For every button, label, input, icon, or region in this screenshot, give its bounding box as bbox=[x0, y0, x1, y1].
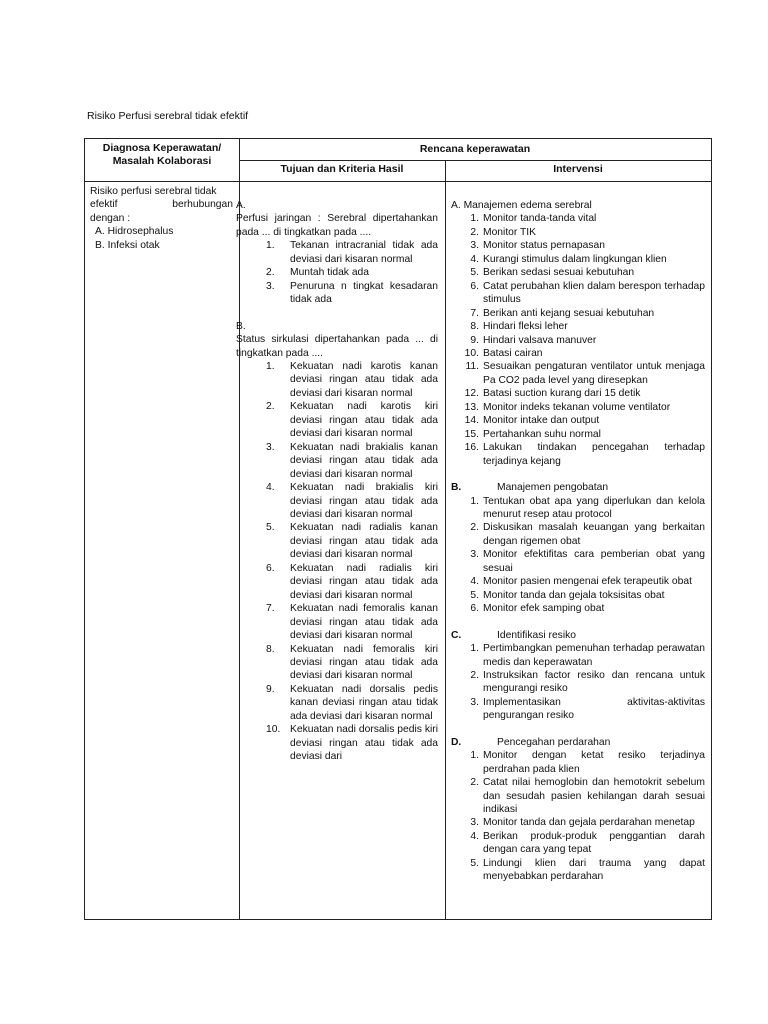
intervensi-item-number: 5. bbox=[470, 857, 479, 869]
document-title: Risiko Perfusi serebral tidak efektif bbox=[87, 110, 249, 122]
intervensi-item-number: 13. bbox=[464, 401, 479, 413]
tujuan-item-text: Kekuatan nadi radialis kiri deviasi ringan atau tidak ada deviasi dari kisaran normal bbox=[290, 562, 438, 601]
tujuan-item-number: 1. bbox=[266, 240, 275, 252]
intervensi-item bbox=[465, 521, 705, 548]
intervensi-item-number: 12. bbox=[464, 388, 479, 400]
intervensi-item-number: 3. bbox=[470, 240, 479, 252]
tujuan-item bbox=[266, 266, 438, 279]
intervensi-section-title: A. Manajemen edema serebral bbox=[451, 200, 592, 211]
tujuan-column bbox=[236, 199, 438, 764]
intervensi-item-text: Sesuaikan pengaturan ventilator untuk menjaga Pa CO2 pada level yang diresepkan bbox=[483, 361, 705, 386]
tujuan-section-text: Status sirkulasi dipertahankan pada ... di tingkatkan pada .... bbox=[236, 334, 438, 359]
intervensi-item-number: 1. bbox=[470, 495, 479, 507]
tujuan-list bbox=[252, 360, 438, 764]
intervensi-item bbox=[465, 575, 705, 588]
intervensi-item-number: 1. bbox=[470, 213, 479, 225]
tujuan-item-number: 8. bbox=[266, 643, 275, 655]
tujuan-section-b bbox=[236, 320, 438, 360]
tujuan-item-text: Kekuatan nadi femoralis kanan deviasi ringan atau tidak ada deviasi dari kisaran normal bbox=[290, 603, 438, 642]
intervensi-item-number: 4. bbox=[470, 253, 479, 265]
intervensi-item-number: 15. bbox=[464, 428, 479, 440]
tujuan-item-number: 2. bbox=[266, 267, 275, 279]
intervensi-item-number: 4. bbox=[470, 576, 479, 588]
intervensi-column bbox=[451, 199, 705, 884]
intervensi-item bbox=[461, 387, 705, 400]
tujuan-item-text: Kekuatan nadi femoralis kiri deviasi ringan atau tidak ada deviasi dari kisaran normal bbox=[290, 643, 438, 682]
intervensi-item-number: 16. bbox=[464, 442, 479, 454]
intervensi-item-text: Instruksikan factor resiko dan rencana untuk mengurangi resiko bbox=[483, 669, 705, 695]
header-rencana: Rencana keperawatan bbox=[419, 143, 531, 155]
intervensi-item-number: 3. bbox=[470, 696, 479, 708]
intervensi-item-text: Berikan anti kejang sesuai kebutuhan bbox=[483, 307, 655, 319]
tujuan-item-number: 3. bbox=[266, 280, 275, 292]
intervensi-item-text: Monitor tanda dan gejala toksisitas obat bbox=[483, 589, 665, 601]
intervensi-item-number: 1. bbox=[470, 750, 479, 762]
diagnosa-item: B. Infeksi otak bbox=[95, 239, 160, 251]
tujuan-item bbox=[266, 441, 438, 481]
intervensi-item-number: 1. bbox=[470, 643, 479, 655]
intervensi-item-text: Batasi cairan bbox=[483, 347, 543, 359]
intervensi-item-number: 5. bbox=[470, 589, 479, 601]
intervensi-item-text: Lakukan tindakan pencegahan terhadap terjadinya kejang bbox=[483, 442, 705, 467]
intervensi-item-number: 2. bbox=[470, 522, 479, 534]
tujuan-item-number: 7. bbox=[266, 603, 275, 615]
tujuan-section-text: Perfusi jaringan : Serebral dipertahankan pada ... di tingkatkan pada .... bbox=[236, 213, 438, 238]
tujuan-item-number: 9. bbox=[266, 683, 275, 695]
section-gap bbox=[451, 468, 705, 481]
diagnosa-line: Risiko perfusi serebral tidak bbox=[90, 186, 217, 197]
intervensi-item-text: Monitor efek samping obat bbox=[483, 603, 605, 615]
intervensi-item bbox=[461, 414, 705, 427]
intervensi-item-text: Monitor pasien mengenai efek terapeutik obat bbox=[483, 576, 692, 588]
intervensi-item bbox=[465, 548, 705, 575]
intervensi-item-number: 3. bbox=[470, 549, 479, 561]
section-gap bbox=[252, 307, 438, 320]
intervensi-item-text: Monitor efektifitas cara pemberian obat yang sesuai bbox=[483, 549, 705, 574]
tujuan-item-text: Muntah tidak ada bbox=[290, 267, 369, 279]
intervensi-item-text: Pertahankan suhu normal bbox=[483, 428, 601, 440]
intervensi-item bbox=[461, 212, 705, 225]
intervensi-item-text: Kurangi stimulus dalam lingkungan klien bbox=[483, 253, 667, 265]
diagnosa-column bbox=[90, 185, 233, 252]
intervensi-item-text: Monitor dengan ketat resiko terjadinya perdrahan pada klien bbox=[483, 750, 705, 775]
intervensi-item bbox=[461, 334, 705, 347]
header-divider-plan bbox=[239, 160, 711, 161]
intervensi-item-text: Monitor intake dan output bbox=[483, 415, 600, 427]
intervensi-item-text: Catat nilai hemoglobin dan hemotokrit sebelum dan sesudah pasien kehilangan darah sesuai indikasi bbox=[483, 777, 705, 816]
intervensi-item-text: Monitor tanda dan gejala perdarahan menetap bbox=[483, 817, 695, 829]
tujuan-item-text: Kekuatan nadi dorsalis pedis kiri deviasi ringan atau tidak ada deviasi dari bbox=[290, 724, 438, 763]
intervensi-item-text: Hindari valsava manuver bbox=[483, 334, 597, 346]
intervensi-item bbox=[465, 696, 705, 723]
tujuan-item bbox=[266, 360, 438, 400]
tujuan-item-number: 1. bbox=[266, 360, 275, 372]
intervensi-item-text: Pertimbangkan pemenuhan terhadap perawatan medis dan keperawatan bbox=[483, 643, 705, 668]
section-gap bbox=[451, 616, 705, 629]
tujuan-item bbox=[266, 239, 438, 266]
intervensi-item bbox=[461, 401, 705, 414]
intervensi-section-letter: B. bbox=[451, 482, 462, 494]
intervensi-item-text: Berikan produk-produk penggantian darah dengan cara yang tepat bbox=[483, 830, 705, 856]
tujuan-item-text: Kekuatan nadi radialis kanan deviasi ringan atau tidak ada deviasi dari kisaran normal bbox=[290, 522, 438, 561]
tujuan-list bbox=[252, 239, 438, 306]
intervensi-item-text: Monitor indeks tekanan volume ventilator bbox=[483, 401, 671, 413]
intervensi-item bbox=[461, 307, 705, 320]
intervensi-item-text: Berikan sedasi sesuai kebutuhan bbox=[483, 267, 635, 279]
intervensi-section-letter: D. bbox=[451, 736, 462, 748]
tujuan-item bbox=[266, 400, 438, 440]
intervensi-item-number: 5. bbox=[470, 267, 479, 279]
intervensi-item-text: Monitor TIK bbox=[483, 226, 537, 238]
diagnosa-word: efektif bbox=[90, 199, 118, 211]
tujuan-item-number: 3. bbox=[266, 441, 275, 453]
tujuan-section-letter: B. bbox=[236, 320, 246, 332]
intervensi-section-b bbox=[451, 481, 705, 494]
intervensi-item bbox=[461, 226, 705, 239]
tujuan-section-letter: A. bbox=[236, 200, 246, 211]
column-divider-2 bbox=[445, 160, 446, 919]
intervensi-section-title: Identifikasi resiko bbox=[497, 629, 576, 641]
intervensi-item bbox=[461, 441, 705, 468]
tujuan-item bbox=[266, 723, 438, 763]
tujuan-item bbox=[266, 683, 438, 723]
tujuan-item-text: Penuruna n tingkat kesadaran tidak ada bbox=[290, 280, 438, 306]
diagnosa-word: berhubungan bbox=[172, 199, 233, 211]
intervensi-item-number: 3. bbox=[470, 817, 479, 829]
tujuan-item-text: Kekuatan nadi karotis kiri deviasi ringan atau tidak ada deviasi dari kisaran normal bbox=[290, 401, 438, 440]
intervensi-item bbox=[465, 857, 705, 884]
tujuan-item bbox=[266, 521, 438, 561]
intervensi-list bbox=[451, 749, 705, 884]
tujuan-item bbox=[266, 602, 438, 642]
tujuan-item-text: Kekuatan nadi brakialis kanan deviasi ringan atau tidak ada deviasi dari kisaran normal bbox=[290, 441, 438, 480]
intervensi-item-text: Tentukan obat apa yang diperlukan dan kelola menurut resep atau protocol bbox=[483, 495, 705, 520]
tujuan-item bbox=[266, 562, 438, 602]
intervensi-list bbox=[451, 642, 705, 723]
intervensi-item-number: 14. bbox=[464, 415, 479, 427]
intervensi-item bbox=[465, 776, 705, 816]
intervensi-item-text: Monitor status pernapasan bbox=[483, 240, 605, 252]
tujuan-item-number: 6. bbox=[266, 562, 275, 574]
intervensi-item bbox=[465, 830, 705, 857]
intervensi-item-text: Batasi suction kurang dari 15 detik bbox=[483, 388, 641, 400]
intervensi-item-number: 4. bbox=[470, 830, 479, 842]
intervensi-item-number: 2. bbox=[470, 669, 479, 681]
intervensi-item bbox=[461, 239, 705, 252]
header-intervensi: Intervensi bbox=[553, 163, 603, 175]
section-gap bbox=[451, 723, 705, 736]
intervensi-section-title: Pencegahan perdarahan bbox=[497, 736, 611, 748]
tujuan-item bbox=[266, 643, 438, 683]
column-divider-1 bbox=[239, 139, 240, 919]
diagnosa-line: dengan : bbox=[90, 212, 131, 224]
intervensi-item-text: Lindungi klien dari trauma yang dapat menyebabkan perdarahan bbox=[483, 857, 705, 883]
tujuan-item bbox=[266, 280, 438, 307]
intervensi-item-number: 2. bbox=[470, 777, 479, 789]
intervensi-item-number: 9. bbox=[470, 334, 479, 346]
diagnosa-item: A. Hidrosephalus bbox=[95, 226, 174, 238]
intervensi-item bbox=[461, 347, 705, 360]
intervensi-item bbox=[465, 642, 705, 669]
intervensi-item-text: Monitor tanda-tanda vital bbox=[483, 213, 597, 225]
tujuan-item-text: Tekanan intracranial tidak ada deviasi dari kisaran normal bbox=[290, 240, 438, 265]
tujuan-item-text: Kekuatan nadi karotis kanan deviasi ringan atau tidak ada deviasi dari kisaran normal bbox=[290, 360, 438, 399]
tujuan-section-a bbox=[236, 199, 438, 239]
intervensi-item bbox=[461, 253, 705, 266]
tujuan-item bbox=[266, 481, 438, 521]
intervensi-item-text: Hindari fleksi leher bbox=[483, 321, 568, 333]
tujuan-item-number: 10. bbox=[266, 724, 281, 736]
intervensi-item bbox=[465, 749, 705, 776]
tujuan-item-number: 2. bbox=[266, 401, 275, 413]
intervensi-item bbox=[465, 816, 705, 829]
intervensi-item-number: 10. bbox=[464, 347, 479, 359]
intervensi-item-text: Implementasikan aktivitas-aktivitas pengurangan resiko bbox=[483, 696, 705, 722]
header-diagnosa: Diagnosa Keperawatan/ Masalah Kolaborasi bbox=[102, 142, 222, 167]
intervensi-item bbox=[461, 266, 705, 279]
tujuan-item-number: 4. bbox=[266, 482, 275, 494]
intervensi-item-text: Catat perubahan klien dalam berespon terhadap stimulus bbox=[483, 280, 705, 306]
tujuan-item-text: Kekuatan nadi dorsalis pedis kanan deviasi ringan atau tidak ada deviasi dari kisaran normal bbox=[290, 683, 438, 722]
intervensi-item-number: 11. bbox=[465, 361, 479, 373]
header-tujuan: Tujuan dan Kriteria Hasil bbox=[280, 163, 404, 175]
intervensi-list bbox=[451, 495, 705, 616]
intervensi-item bbox=[465, 669, 705, 696]
intervensi-item-number: 8. bbox=[470, 321, 479, 333]
intervensi-item-text: Diskusikan masalah keuangan yang berkaitan dengan rigemen obat bbox=[483, 522, 705, 547]
care-plan-table bbox=[84, 138, 712, 920]
intervensi-item bbox=[465, 589, 705, 602]
intervensi-item bbox=[461, 280, 705, 307]
intervensi-item bbox=[461, 428, 705, 441]
intervensi-item bbox=[465, 495, 705, 522]
intervensi-item-number: 6. bbox=[470, 603, 479, 615]
tujuan-item-number: 5. bbox=[266, 522, 275, 534]
intervensi-section-title: Manajemen pengobatan bbox=[497, 482, 609, 494]
intervensi-item bbox=[461, 360, 705, 387]
intervensi-item-number: 2. bbox=[470, 226, 479, 238]
header-divider-body bbox=[85, 181, 711, 182]
intervensi-section-letter: C. bbox=[451, 629, 462, 641]
intervensi-item bbox=[461, 320, 705, 333]
intervensi-section-c bbox=[451, 629, 705, 642]
intervensi-list bbox=[451, 212, 705, 468]
intervensi-item-number: 7. bbox=[470, 307, 479, 319]
intervensi-item-number: 6. bbox=[470, 280, 479, 292]
intervensi-section-d bbox=[451, 736, 705, 749]
tujuan-item-text: Kekuatan nadi brakialis kiri deviasi ringan atau tidak ada deviasi dari kisaran normal bbox=[290, 482, 438, 520]
intervensi-item bbox=[465, 602, 705, 615]
